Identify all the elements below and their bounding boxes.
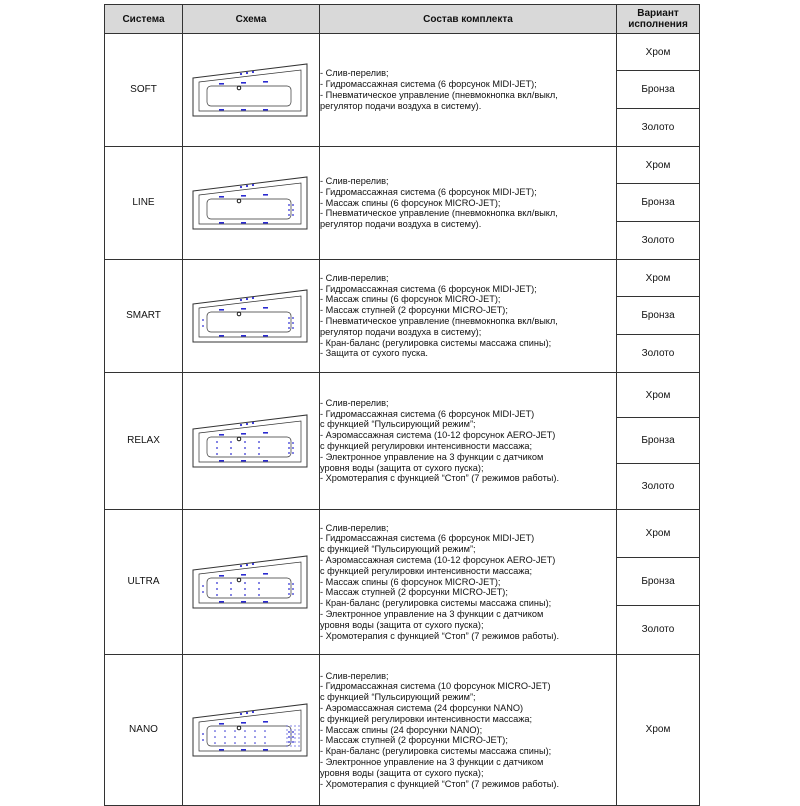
scheme-cell bbox=[183, 654, 320, 805]
system-name: ULTRA bbox=[105, 509, 183, 654]
kit-line: - Гидромассажная система (6 форсунок MIDI-JET); bbox=[320, 186, 537, 197]
variant-option: Бронза bbox=[617, 71, 699, 108]
kit-line: - Слив-перелив; bbox=[320, 670, 389, 681]
kit-description bbox=[320, 34, 617, 147]
kit-description bbox=[320, 509, 617, 654]
variant-cell bbox=[617, 372, 700, 509]
kit-line: - Слив-перелив; bbox=[320, 68, 389, 79]
kit-line: регулятор подачи воздуха в систему). bbox=[320, 100, 482, 111]
kit-line: - Аэромассажная система (10-12 форсунок AERO-JET) bbox=[320, 430, 556, 441]
variant-option: Золото bbox=[641, 347, 675, 359]
bathtub-scheme-line bbox=[189, 173, 313, 233]
table-row bbox=[105, 509, 700, 654]
table-row bbox=[105, 146, 700, 259]
kit-line: - Слив-перелив; bbox=[320, 175, 389, 186]
variant-option: Бронза bbox=[617, 558, 699, 606]
bathtub-scheme-smart bbox=[189, 286, 313, 346]
bathtub-scheme-relax bbox=[189, 411, 313, 471]
variant-option: Хром bbox=[617, 147, 699, 184]
kit-line: - Кран-баланс (регулировка системы массажа спины); bbox=[320, 746, 552, 757]
table-row bbox=[105, 259, 700, 372]
scheme-cell bbox=[183, 34, 320, 147]
kit-line: с функцией “Пульсирующий режим”; bbox=[320, 419, 476, 430]
kit-line: - Массаж спины (6 форсунок MICRO-JET); bbox=[320, 576, 501, 587]
variant-option: Хром bbox=[617, 260, 699, 297]
kit-line: - Слив-перелив; bbox=[320, 522, 389, 533]
kit-line: - Массаж ступней (2 форсунки MICRO-JET); bbox=[320, 305, 508, 316]
kit-line: - Гидромассажная система (6 форсунок MIDI-JET); bbox=[320, 79, 537, 90]
scheme-cell bbox=[183, 259, 320, 372]
kit-line: с функцией регулировки интенсивности массажа; bbox=[320, 440, 533, 451]
variant-cell bbox=[617, 146, 700, 259]
variant-cell bbox=[617, 259, 700, 372]
kit-line: - Кран-баланс (регулировка системы массажа спины); bbox=[320, 598, 552, 609]
kit-line: с функцией регулировки интенсивности массажа; bbox=[320, 565, 533, 576]
kit-line: - Пневматическое управление (пневмокнопка вкл/выкл, bbox=[320, 208, 558, 219]
bathtub-scheme-nano bbox=[189, 700, 313, 760]
kit-line: - Электронное управление на 3 функции с датчиком bbox=[320, 756, 544, 767]
kit-line: - Аэромассажная система (10-12 форсунок AERO-JET) bbox=[320, 554, 556, 565]
kit-line: с функцией “Пульсирующий режим”; bbox=[320, 544, 476, 555]
kit-line: - Массаж спины (6 форсунок MICRO-JET); bbox=[320, 294, 501, 305]
system-name: SOFT bbox=[105, 34, 183, 147]
kit-line: - Пневматическое управление (пневмокнопка вкл/выкл, bbox=[320, 315, 558, 326]
scheme-cell bbox=[183, 372, 320, 509]
header-scheme: Схема bbox=[183, 5, 320, 34]
variant-option: Хром bbox=[617, 34, 699, 71]
kit-line: - Массаж спины (24 форсунки NANO); bbox=[320, 724, 483, 735]
table-row bbox=[105, 34, 700, 147]
kit-line: - Массаж ступней (2 форсунки MICRO-JET); bbox=[320, 587, 508, 598]
kit-line: - Кран-баланс (регулировка системы массажа спины); bbox=[320, 337, 552, 348]
header-kit: Состав комплекта bbox=[320, 5, 617, 34]
variant-option: Золото bbox=[641, 121, 675, 133]
variant-option: Золото bbox=[641, 624, 675, 636]
kit-line: уровня воды (защита от сухого пуска); bbox=[320, 619, 484, 630]
variant-option: Хром bbox=[645, 724, 671, 736]
kit-table bbox=[104, 4, 700, 806]
variant-cell bbox=[617, 654, 700, 805]
table-row bbox=[105, 654, 700, 805]
kit-line: регулятор подачи воздуха в систему). bbox=[320, 219, 482, 230]
kit-line: уровня воды (защита от сухого пуска); bbox=[320, 462, 484, 473]
kit-line: - Пневматическое управление (пневмокнопка вкл/выкл, bbox=[320, 89, 558, 100]
system-name: RELAX bbox=[105, 372, 183, 509]
kit-line: - Электронное управление на 3 функции с датчиком bbox=[320, 451, 544, 462]
kit-line: - Гидромассажная система (10 форсунок MICRO-JET) bbox=[320, 681, 551, 692]
kit-line: - Массаж ступней (2 форсунки MICRO-JET); bbox=[320, 735, 508, 746]
variant-option: Золото bbox=[641, 480, 675, 492]
kit-line: - Гидромассажная система (6 форсунок MIDI-JET); bbox=[320, 283, 537, 294]
kit-line: с функцией “Пульсирующий режим”; bbox=[320, 692, 476, 703]
system-name: NANO bbox=[105, 654, 183, 805]
kit-line: - Слив-перелив; bbox=[320, 397, 389, 408]
kit-line: уровня воды (защита от сухого пуска); bbox=[320, 767, 484, 778]
bathtub-scheme-ultra bbox=[189, 552, 313, 612]
kit-line: - Электронное управление на 3 функции с датчиком bbox=[320, 608, 544, 619]
kit-line: регулятор подачи воздуха в систему); bbox=[320, 326, 482, 337]
variant-cell bbox=[617, 509, 700, 654]
kit-line: - Хромотерапия с функцией “Стоп” (7 режимов работы). bbox=[320, 473, 560, 484]
kit-description bbox=[320, 259, 617, 372]
kit-line: - Защита от сухого пуска. bbox=[320, 348, 428, 359]
kit-description bbox=[320, 146, 617, 259]
system-name: SMART bbox=[105, 259, 183, 372]
kit-line: - Хромотерапия с функцией “Стоп” (7 режимов работы). bbox=[320, 778, 560, 789]
variant-option: Бронза bbox=[617, 297, 699, 334]
kit-line: с функцией регулировки интенсивности массажа; bbox=[320, 713, 533, 724]
kit-line: - Гидромассажная система (6 форсунок MIDI-JET) bbox=[320, 408, 535, 419]
kit-description bbox=[320, 372, 617, 509]
kit-line: - Хромотерапия с функцией “Стоп” (7 режимов работы). bbox=[320, 630, 560, 641]
kit-line: - Аэромассажная система (24 форсунки NANO) bbox=[320, 702, 524, 713]
variant-option: Бронза bbox=[617, 184, 699, 221]
system-name: LINE bbox=[105, 146, 183, 259]
variant-option: Хром bbox=[617, 510, 699, 558]
variant-option: Хром bbox=[617, 373, 699, 418]
kit-description bbox=[320, 654, 617, 805]
kit-line: - Гидромассажная система (6 форсунок MIDI-JET) bbox=[320, 533, 535, 544]
header-variant: Вариант исполнения bbox=[617, 5, 700, 34]
table-row bbox=[105, 372, 700, 509]
variant-cell bbox=[617, 34, 700, 147]
header-system: Система bbox=[105, 5, 183, 34]
variant-option: Бронза bbox=[617, 418, 699, 463]
scheme-cell bbox=[183, 509, 320, 654]
kit-line: - Массаж спины (6 форсунок MICRO-JET); bbox=[320, 197, 501, 208]
scheme-cell bbox=[183, 146, 320, 259]
variant-option: Золото bbox=[641, 234, 675, 246]
table-header-row bbox=[105, 5, 700, 34]
kit-line: - Слив-перелив; bbox=[320, 272, 389, 283]
bathtub-scheme-soft bbox=[189, 60, 313, 120]
